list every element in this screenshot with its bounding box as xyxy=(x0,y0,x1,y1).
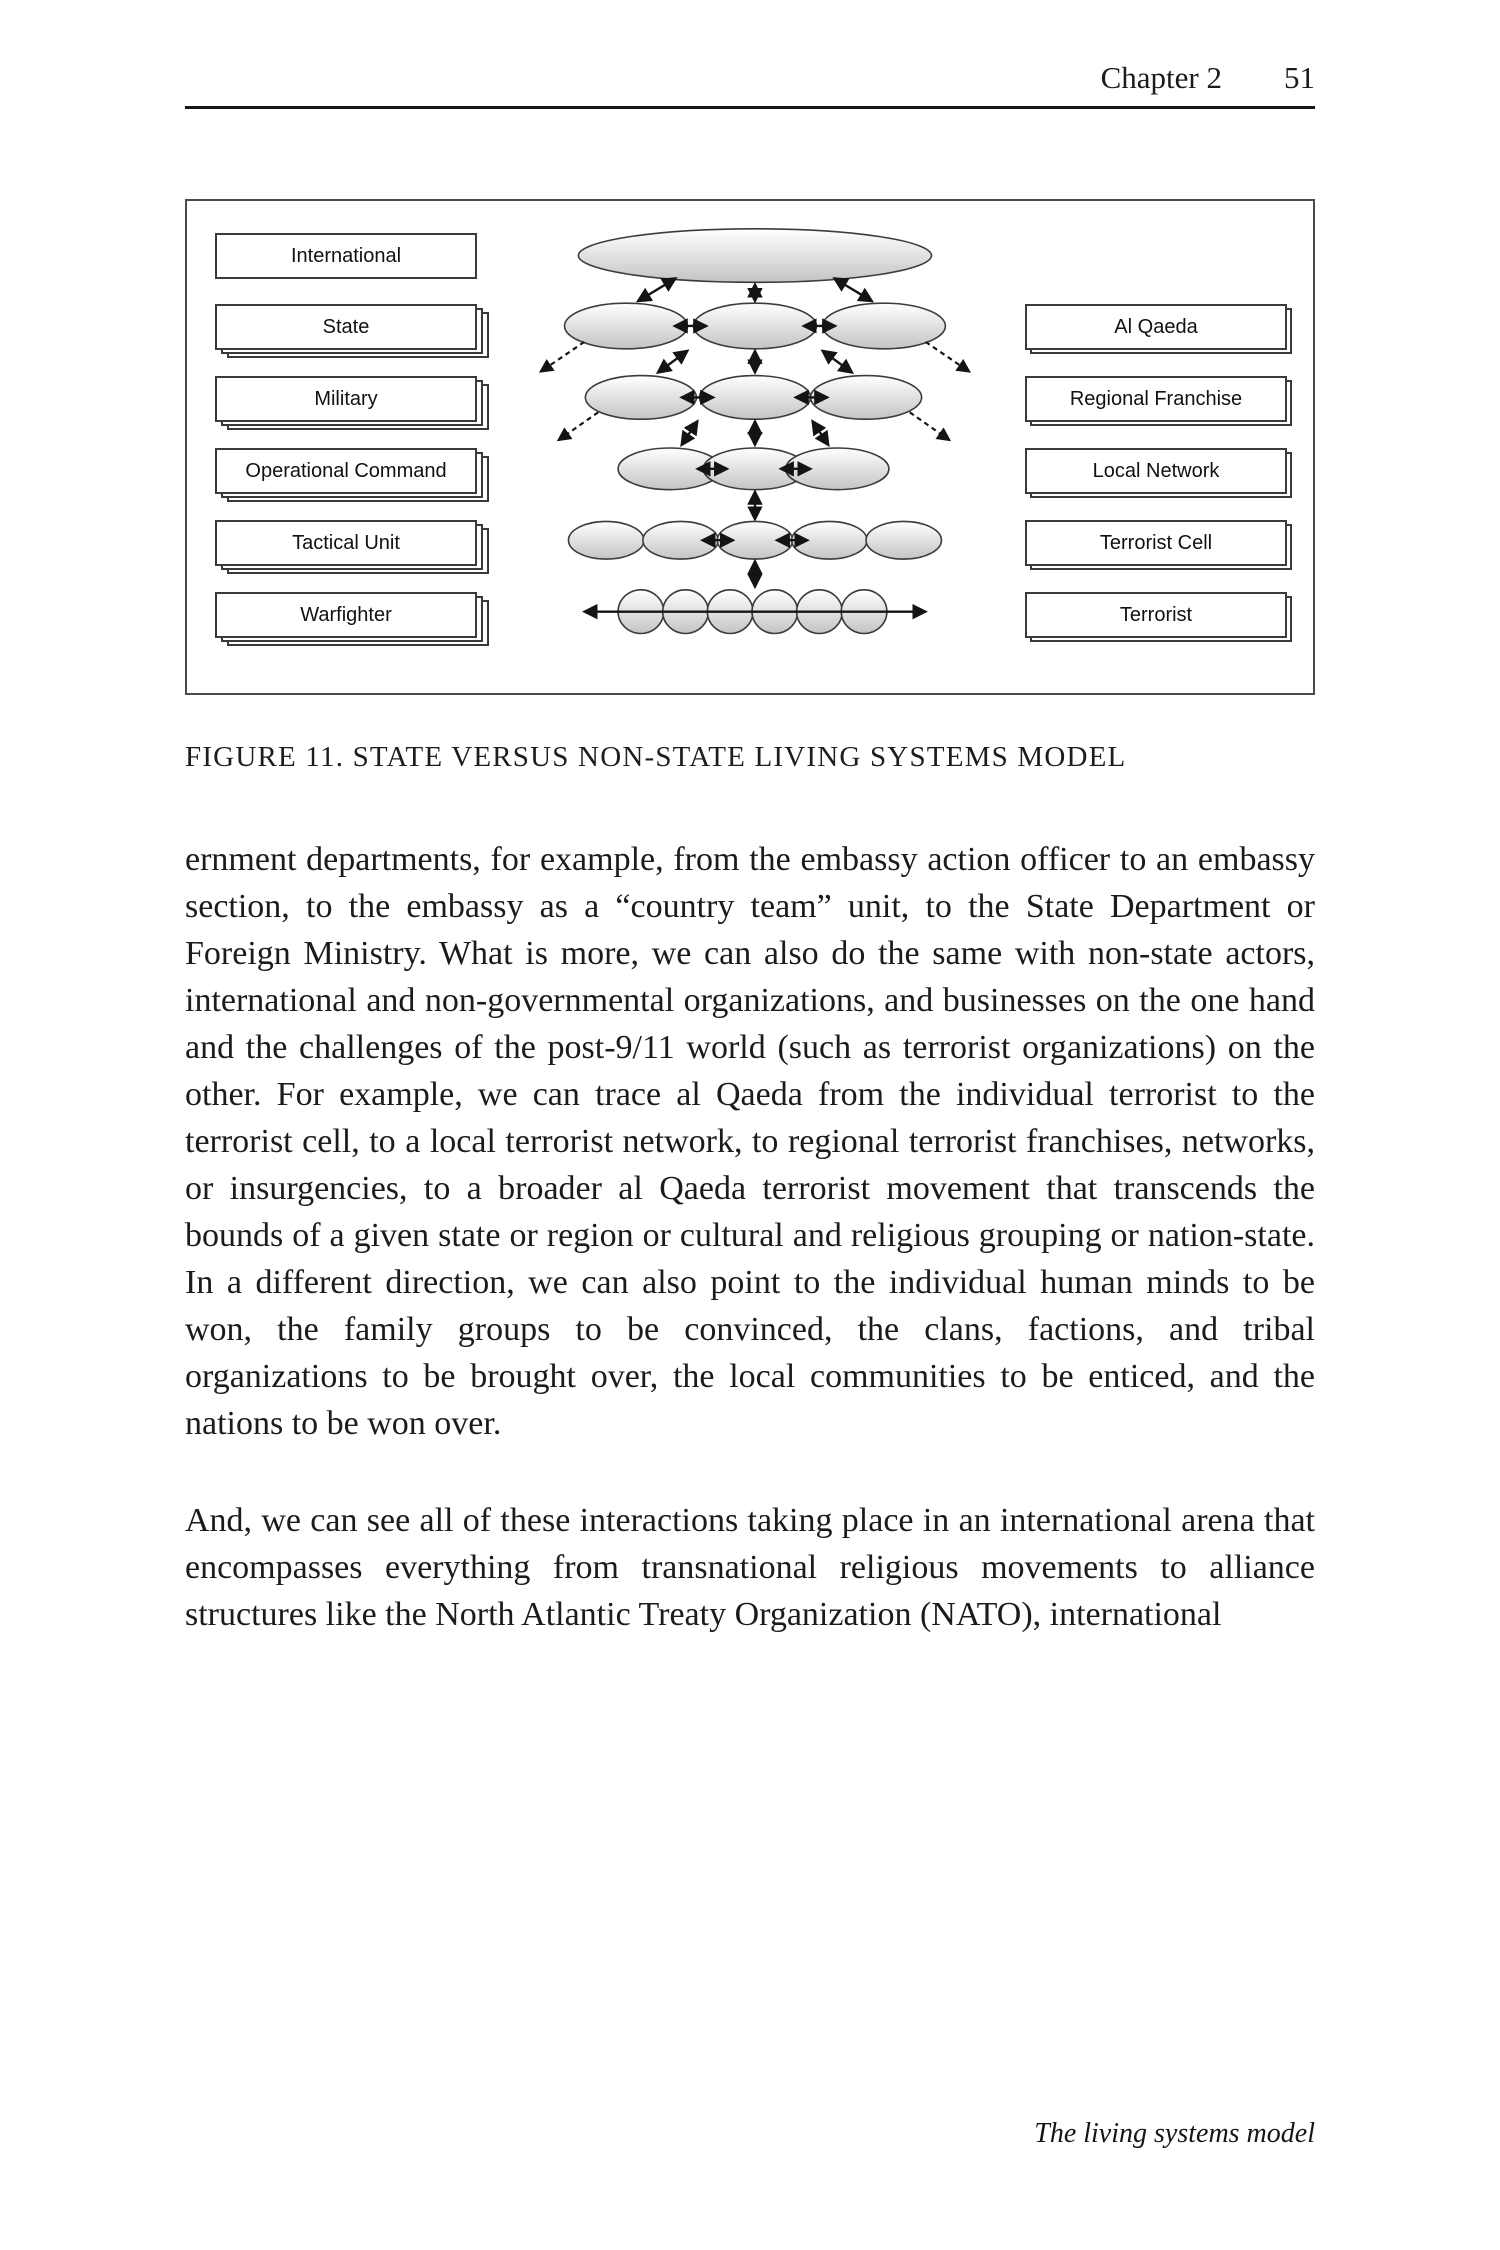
living-systems-figure xyxy=(185,199,1315,695)
diagram-box-tactical-unit xyxy=(215,520,477,566)
diagram-box-label: Regional Franchise xyxy=(1069,387,1243,410)
body-paragraph: And, we can see all of these interactions taking place in an international arena that encompasses everything from transnational religious movements to alliance structures like the North Atlantic Treaty Organization (NATO), international xyxy=(185,1502,1315,1633)
diagram-box-operational-command xyxy=(215,448,477,494)
body-paragraph: ernment departments, for example, from the embassy action officer to an embassy section, to the embassy as a “country team” unit, to the State Department or Foreign Ministry. What is more, we can also do the same with non-state actors, international and non-governmental organizations, and businesses on the one hand and the challenges of the post-9/11 world (such as terrorist organizations) on the other. For example, we can trace al Qaeda from the individual terrorist to the terrorist cell, to a local terrorist network, to regional terrorist franchises, networks, or insurgencies, to a broader al Qaeda terrorist movement that transcends the bounds of a given state or region or cultural and religious grouping or nation-state. In a different direction, we can also point to the individual human minds to be won, the family groups to be convinced, the clans, factions, and tribal organizations to be brought over, the local communities to be enticed, and the nations to be won over. xyxy=(185,841,1315,1442)
running-footer: The living systems model xyxy=(1034,2118,1315,2149)
row-tactical-ellipses xyxy=(568,521,941,559)
diagram-box-al-qaeda xyxy=(1025,304,1287,350)
diagram-box-international xyxy=(215,233,477,279)
row-international-ellipse xyxy=(578,229,931,283)
header-rule xyxy=(185,106,1315,109)
page-header xyxy=(185,0,1315,96)
diagram-box-label: Military xyxy=(314,387,378,410)
diagram-box-label: State xyxy=(322,315,370,338)
diagram-box-terrorist-cell xyxy=(1025,520,1287,566)
page-number: 51 xyxy=(1284,60,1315,95)
diagram-box-warfighter xyxy=(215,592,477,638)
diagram-box-local-network xyxy=(1025,448,1287,494)
links-military-opcmd xyxy=(682,421,829,445)
row-warfighter-circles xyxy=(584,590,925,634)
row-opcmd-ellipses xyxy=(618,448,889,490)
diagram-box-label: Terrorist Cell xyxy=(1099,531,1213,554)
diagram-box-label: Al Qaeda xyxy=(1114,315,1198,338)
diagram-box-label: Operational Command xyxy=(245,459,447,482)
page-content xyxy=(185,0,1315,1638)
chapter-label: Chapter 2 xyxy=(1100,60,1222,95)
diagram-box-label: Warfighter xyxy=(300,603,392,626)
diagram-box-label: Tactical Unit xyxy=(292,531,400,554)
diagram-box-military xyxy=(215,376,477,422)
figure-caption: FIGURE 11. STATE VERSUS NON-STATE LIVING SYSTEMS MODEL xyxy=(185,741,1127,773)
diagram-box-label: Terrorist xyxy=(1119,603,1193,626)
links-state-military xyxy=(658,351,852,373)
diagram-box-regional-franchise xyxy=(1025,376,1287,422)
diagram-box-terrorist xyxy=(1025,592,1287,638)
diagram-box-label: International xyxy=(290,244,402,267)
diagram-box-state xyxy=(215,304,477,350)
diagram-box-label: Local Network xyxy=(1092,459,1220,482)
body-text xyxy=(185,836,1315,1638)
